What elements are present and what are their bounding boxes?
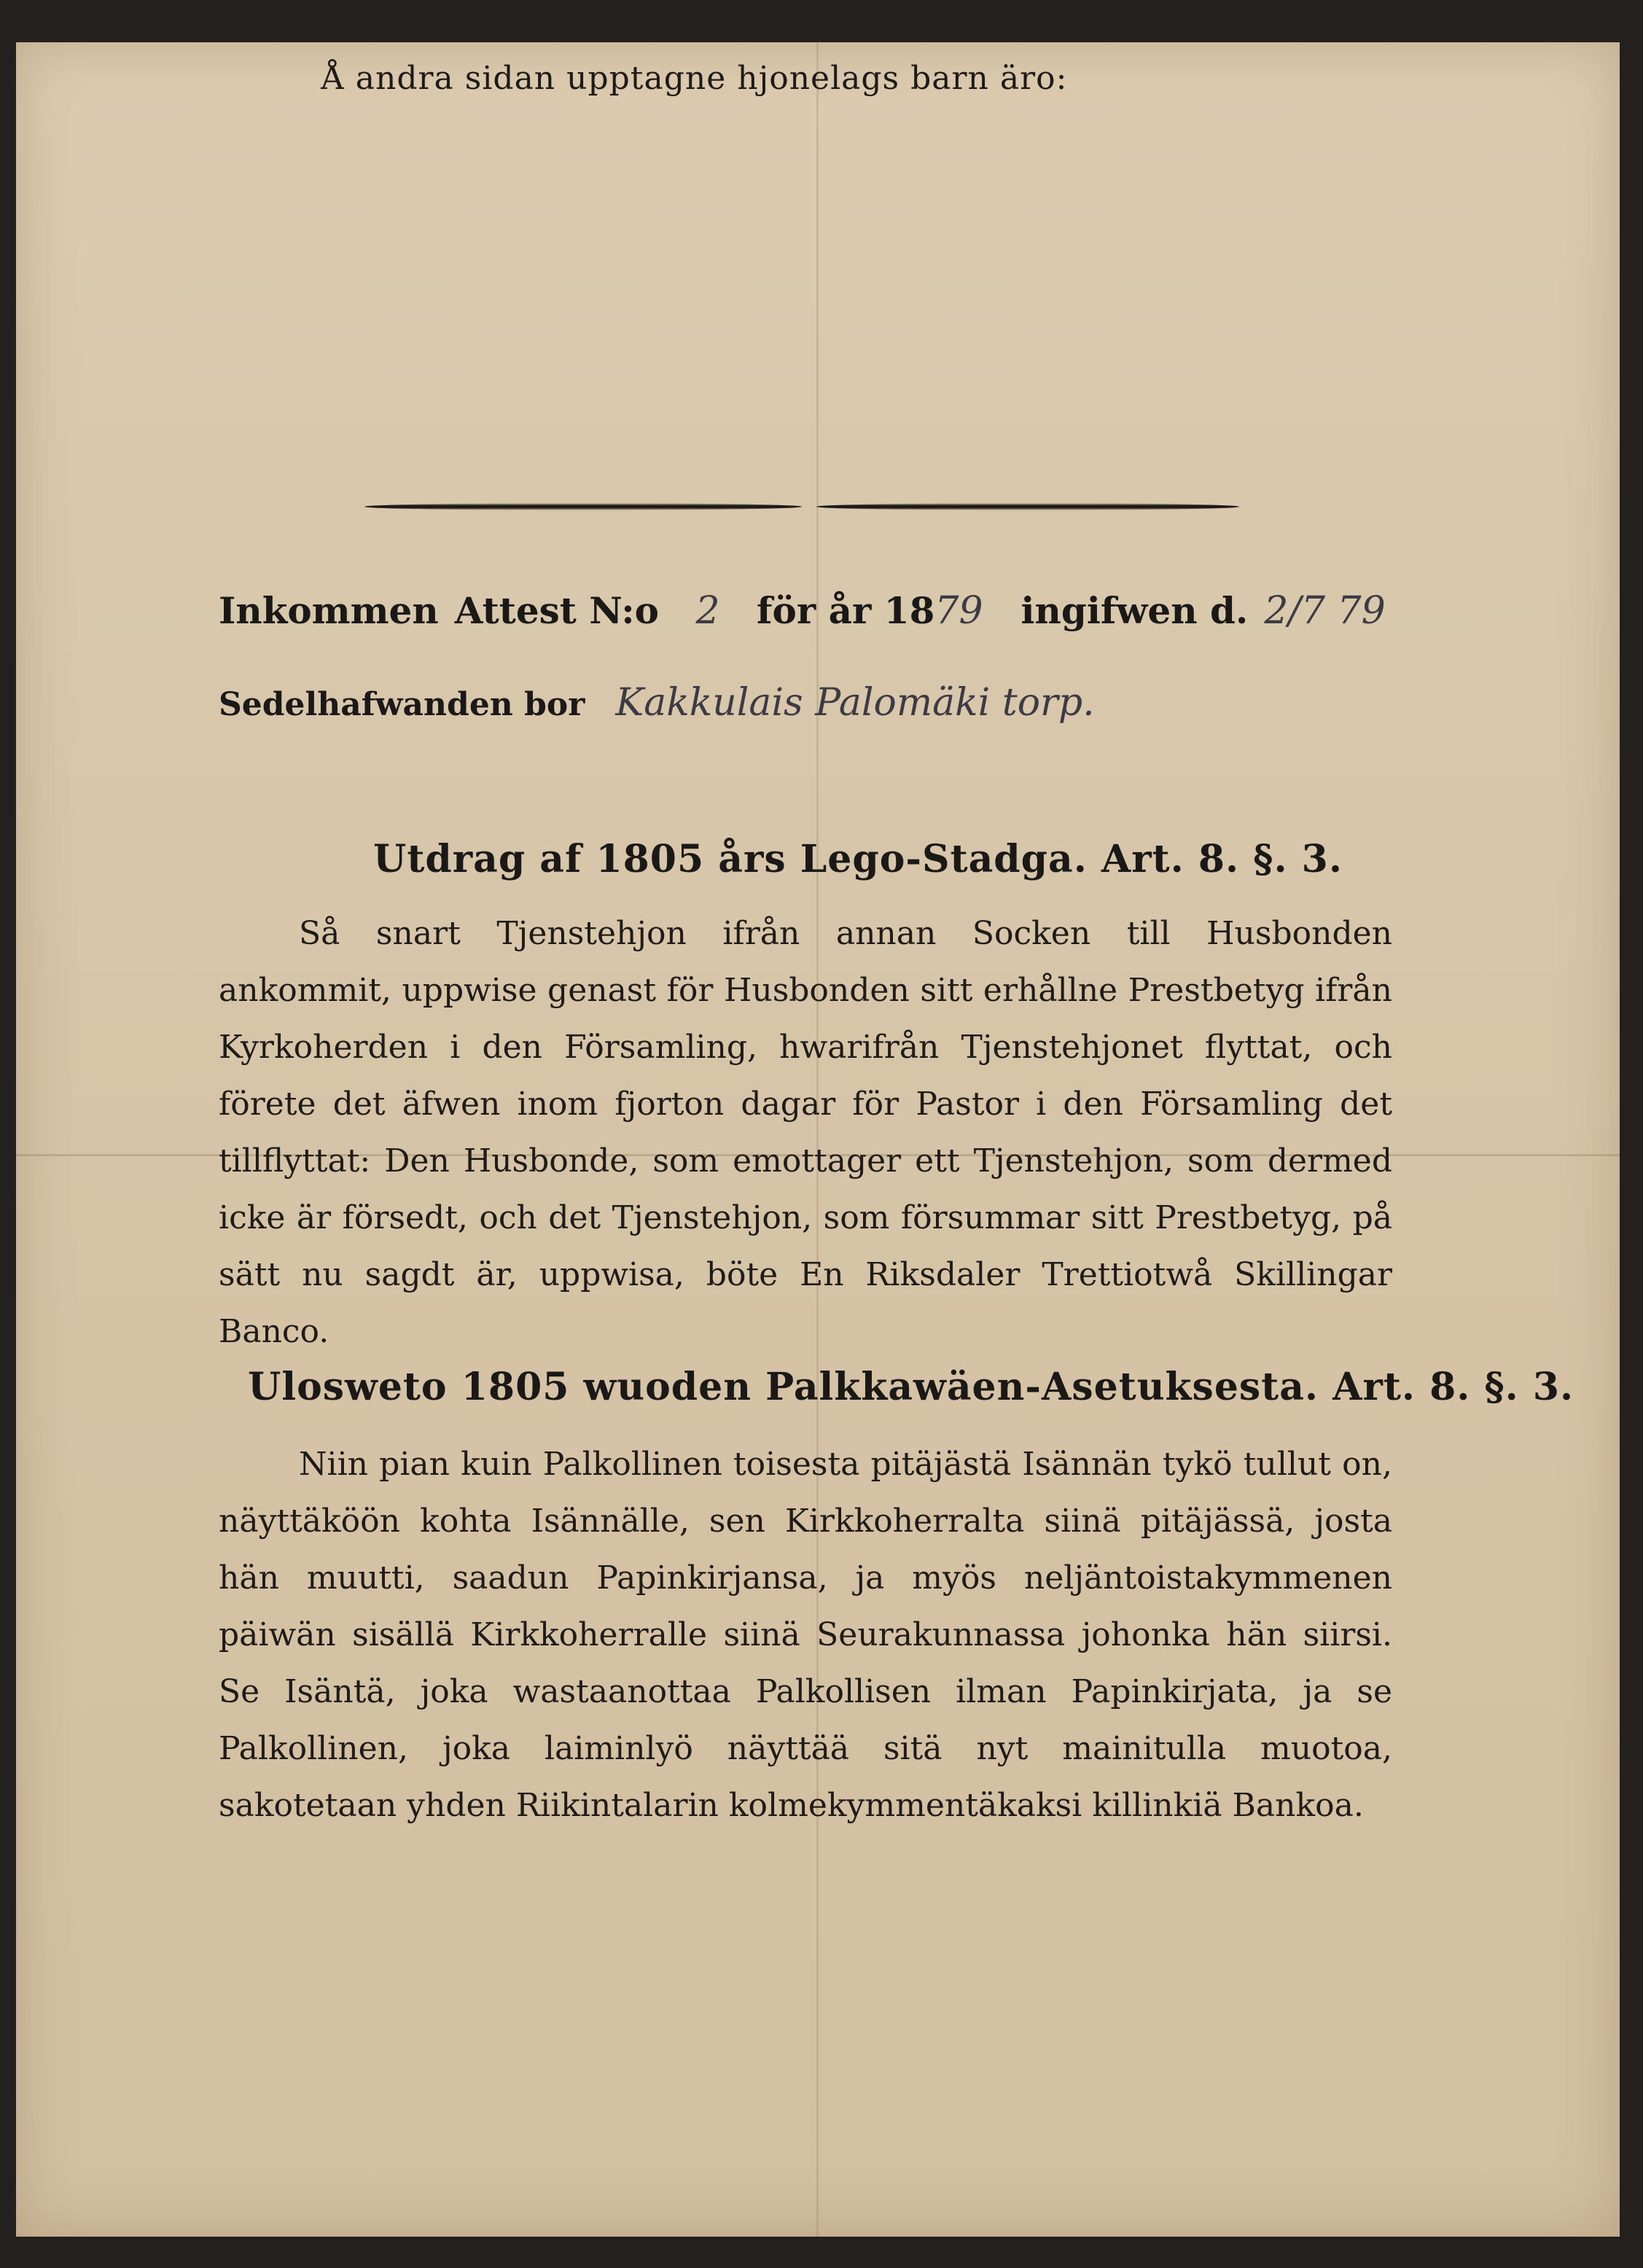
residence-value: Kakkulais Palomäki torp.	[615, 681, 1095, 725]
ornamental-rule-right	[816, 503, 1239, 510]
ornamental-rule-left	[364, 503, 802, 510]
residence-line	[219, 681, 1095, 725]
incoming-label: Inkommen	[219, 589, 439, 632]
year-label: för år 18	[757, 589, 935, 632]
submitted-date-value: 2/7 79	[1264, 589, 1386, 633]
header-line: Å andra sidan upptagne hjonelags barn äro:	[321, 60, 1068, 97]
swedish-section-body: Så snart Tjenstehjon ifrån annan Socken till Husbonden ankommit, uppwise genast för Husbonden sitt erhållne Prestbetyg ifrån Kyrkoherden i den Församling, hwarifrån Tjenstehjonet flyttat, och förete det äfwen inom fjorton dagar för Pastor i den Församling det tillflyttat: Den Husbonde, som emottager ett Tjenstehjon, som dermed icke är försedt, och det Tjenstehjon, som försummar sitt Prestbetyg, på sätt nu sagdt är, uppwisa, böte En Riksdaler Trettiotwå Skillingar Banco.	[219, 915, 1392, 1350]
attest-line	[219, 589, 1386, 633]
finnish-section-body: Niin pian kuin Palkollinen toisesta pitäjästä Isännän tykö tullut on, näyttäköön kohta Isännälle, sen Kirkkoherralta siinä pitäjässä, josta hän muutti, saadun Papinkirjansa, ja myös neljäntoistakymmenen päiwän sisällä Kirkkoherralle siinä Seurakunnassa johonka hän siirsi. Se Isäntä, joka wastaanottaa Palkollisen ilman Papinkirjata, ja se Palkollinen, joka laiminlyö näyttää sitä nyt mainitulla muotoa, sakotetaan yhden Riikintalarin kolmekymmentäkaksi killinkiä Bankoa.	[219, 1446, 1392, 1824]
swedish-section-title: Utdrag af 1805 års Lego-Stadga. Art. 8. §. 3.	[373, 837, 1343, 881]
attest-number-value: 2	[695, 589, 720, 633]
submitted-label: ingifwen d.	[1020, 589, 1249, 632]
year-suffix-value: 79	[934, 589, 983, 633]
residence-label: Sedelhafwanden bor	[219, 686, 585, 723]
attest-number-label: Attest N:o	[454, 589, 660, 632]
finnish-section-title: Ulosweto 1805 wuoden Palkkawäen-Asetuksesta. Art. 8. §. 3.	[248, 1365, 1574, 1409]
